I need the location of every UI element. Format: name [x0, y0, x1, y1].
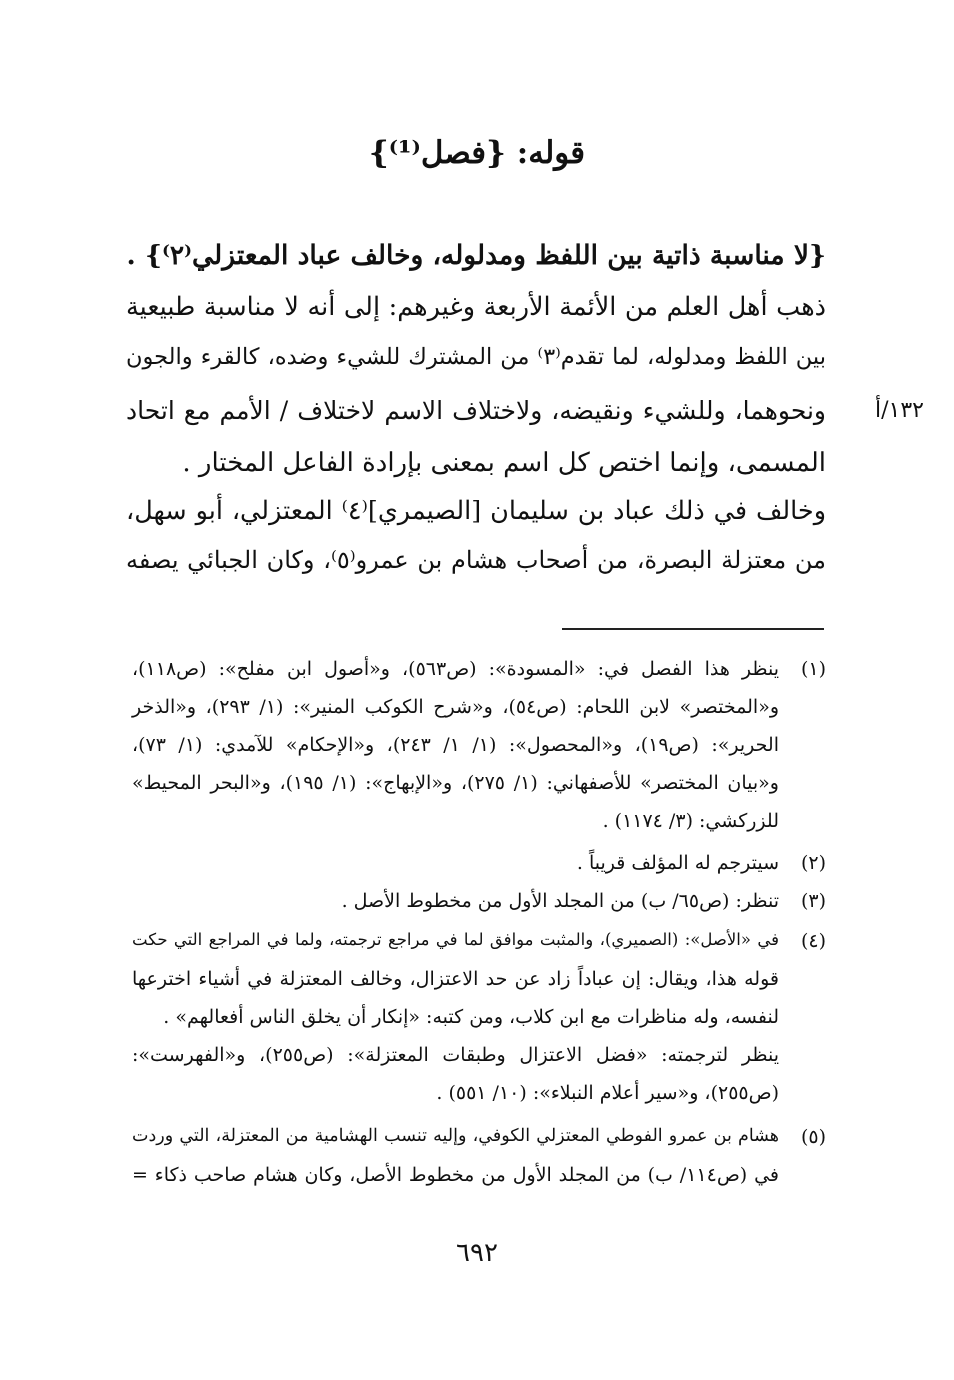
footnote-number: (٤) — [800, 930, 826, 952]
manuscript-folio-marker: ١٣٢/أ — [875, 398, 924, 423]
section-lead-statement: {لا مناسبة ذاتية بين اللفظ ومدلوله، وخالف عباد المعتزلي⁽٢⁾} . — [126, 240, 826, 271]
footnote-line: تنظر: (ص٦٥/ ب) من المجلد الأول من مخطوط الأصل . — [341, 890, 779, 912]
body-line: وخالف في ذلك عباد بن سليمان [الصيمري]⁽٤⁾ المعتزلي، أبو سهل، — [126, 496, 827, 526]
page-number: ٦٩٢ — [456, 1238, 498, 1268]
footnote-line: (ص٢٥٥)، و«سير أعلام النبلاء»: (١٠/ ٥٥١) . — [436, 1082, 779, 1104]
footnote-line: هشام بن عمرو الفوطي المعتزلي الكوفي، وإليه تنسب الهشامية من المعتزلة، التي وردت — [132, 1126, 779, 1146]
body-line: المسمى، وإنما اختص كل اسم بمعنى بإرادة الفاعل المختار . — [182, 448, 826, 478]
footnote-line: للزركشي: (٣/ ١١٧٤) . — [602, 810, 779, 832]
footnote-line: قوله هذا، ويقال: إن عباداً زاد عن حد الاعتزال، وخالف المعتزلة في أشياء اخترعها — [132, 968, 779, 990]
body-line: ونحوهما، وللشيء ونقيضه، ولاختلاف الاسم لاختلاف / الأمم مع اتحاد — [126, 396, 826, 425]
footnote-line: في (ص١١٤/ ب) من المجلد الأول من مخطوط الأصل، وكان هشام صاحب ذكاء = — [132, 1164, 779, 1186]
footnote-line: ينظر لترجمته: «فضل الاعتزال وطبقات المعتزلة»: (ص٢٥٥)، و«الفهرست»: — [132, 1044, 779, 1066]
body-line: ذهب أهل العلم من الأئمة الأربعة وغيرهم: إلى أنه لا مناسبة طبيعية — [126, 292, 826, 322]
body-line: بين اللفظ ومدلوله، لما تقدم⁽٣⁾ من المشترك للشيء وضده، كالقرء والجون — [126, 344, 826, 370]
footnote-line: و«بيان المختصر» للأصفهاني: (١/ ٢٧٥)، و«الإبهاج»: (١/ ١٩٥)، و«البحر المحيط» — [132, 772, 779, 794]
footnote-number: (٥) — [800, 1126, 826, 1148]
footnote-number: (١) — [800, 658, 826, 680]
footnote-line: في «الأصل»: (الصميري)، والمثبت موافق لما في مراجع ترجمته، ولما في المراجع التي حكت — [132, 930, 779, 949]
footnote-line: و«المختصر» لابن اللحام: (ص٥٤)، و«شرح الكوكب المنير»: (١/ ٢٩٣)، و«الذخر — [132, 696, 780, 718]
body-line: من معتزلة البصرة، من أصحاب هشام بن عمرو⁽٥⁾، وكان الجبائي يصفه — [126, 546, 826, 574]
section-heading: قوله: {فصل⁽¹⁾} — [368, 135, 586, 171]
footnote-number: (٣) — [800, 890, 826, 912]
footnote-line: لنفسه، وله مناظرات مع ابن كلاب، ومن كتبه: «إنكار أن يخلق الناس أفعالهم» . — [163, 1006, 779, 1028]
footnote-line: سيترجم له المؤلف قريباً . — [576, 852, 779, 874]
footnote-line: الحرير»: (ص١٩)، و«المحصول»: (١/ ١/ ٢٤٣)، و«الإحكام» للآمدي: (١/ ٧٣)، — [132, 734, 779, 756]
footnote-separator — [562, 628, 824, 630]
footnote-line: ينظر هذا الفصل في: «المسودة»: (ص٥٦٣)، و«أصول ابن مفلح»: (ص١١٨)، — [132, 658, 779, 680]
footnote-number: (٢) — [800, 852, 826, 874]
